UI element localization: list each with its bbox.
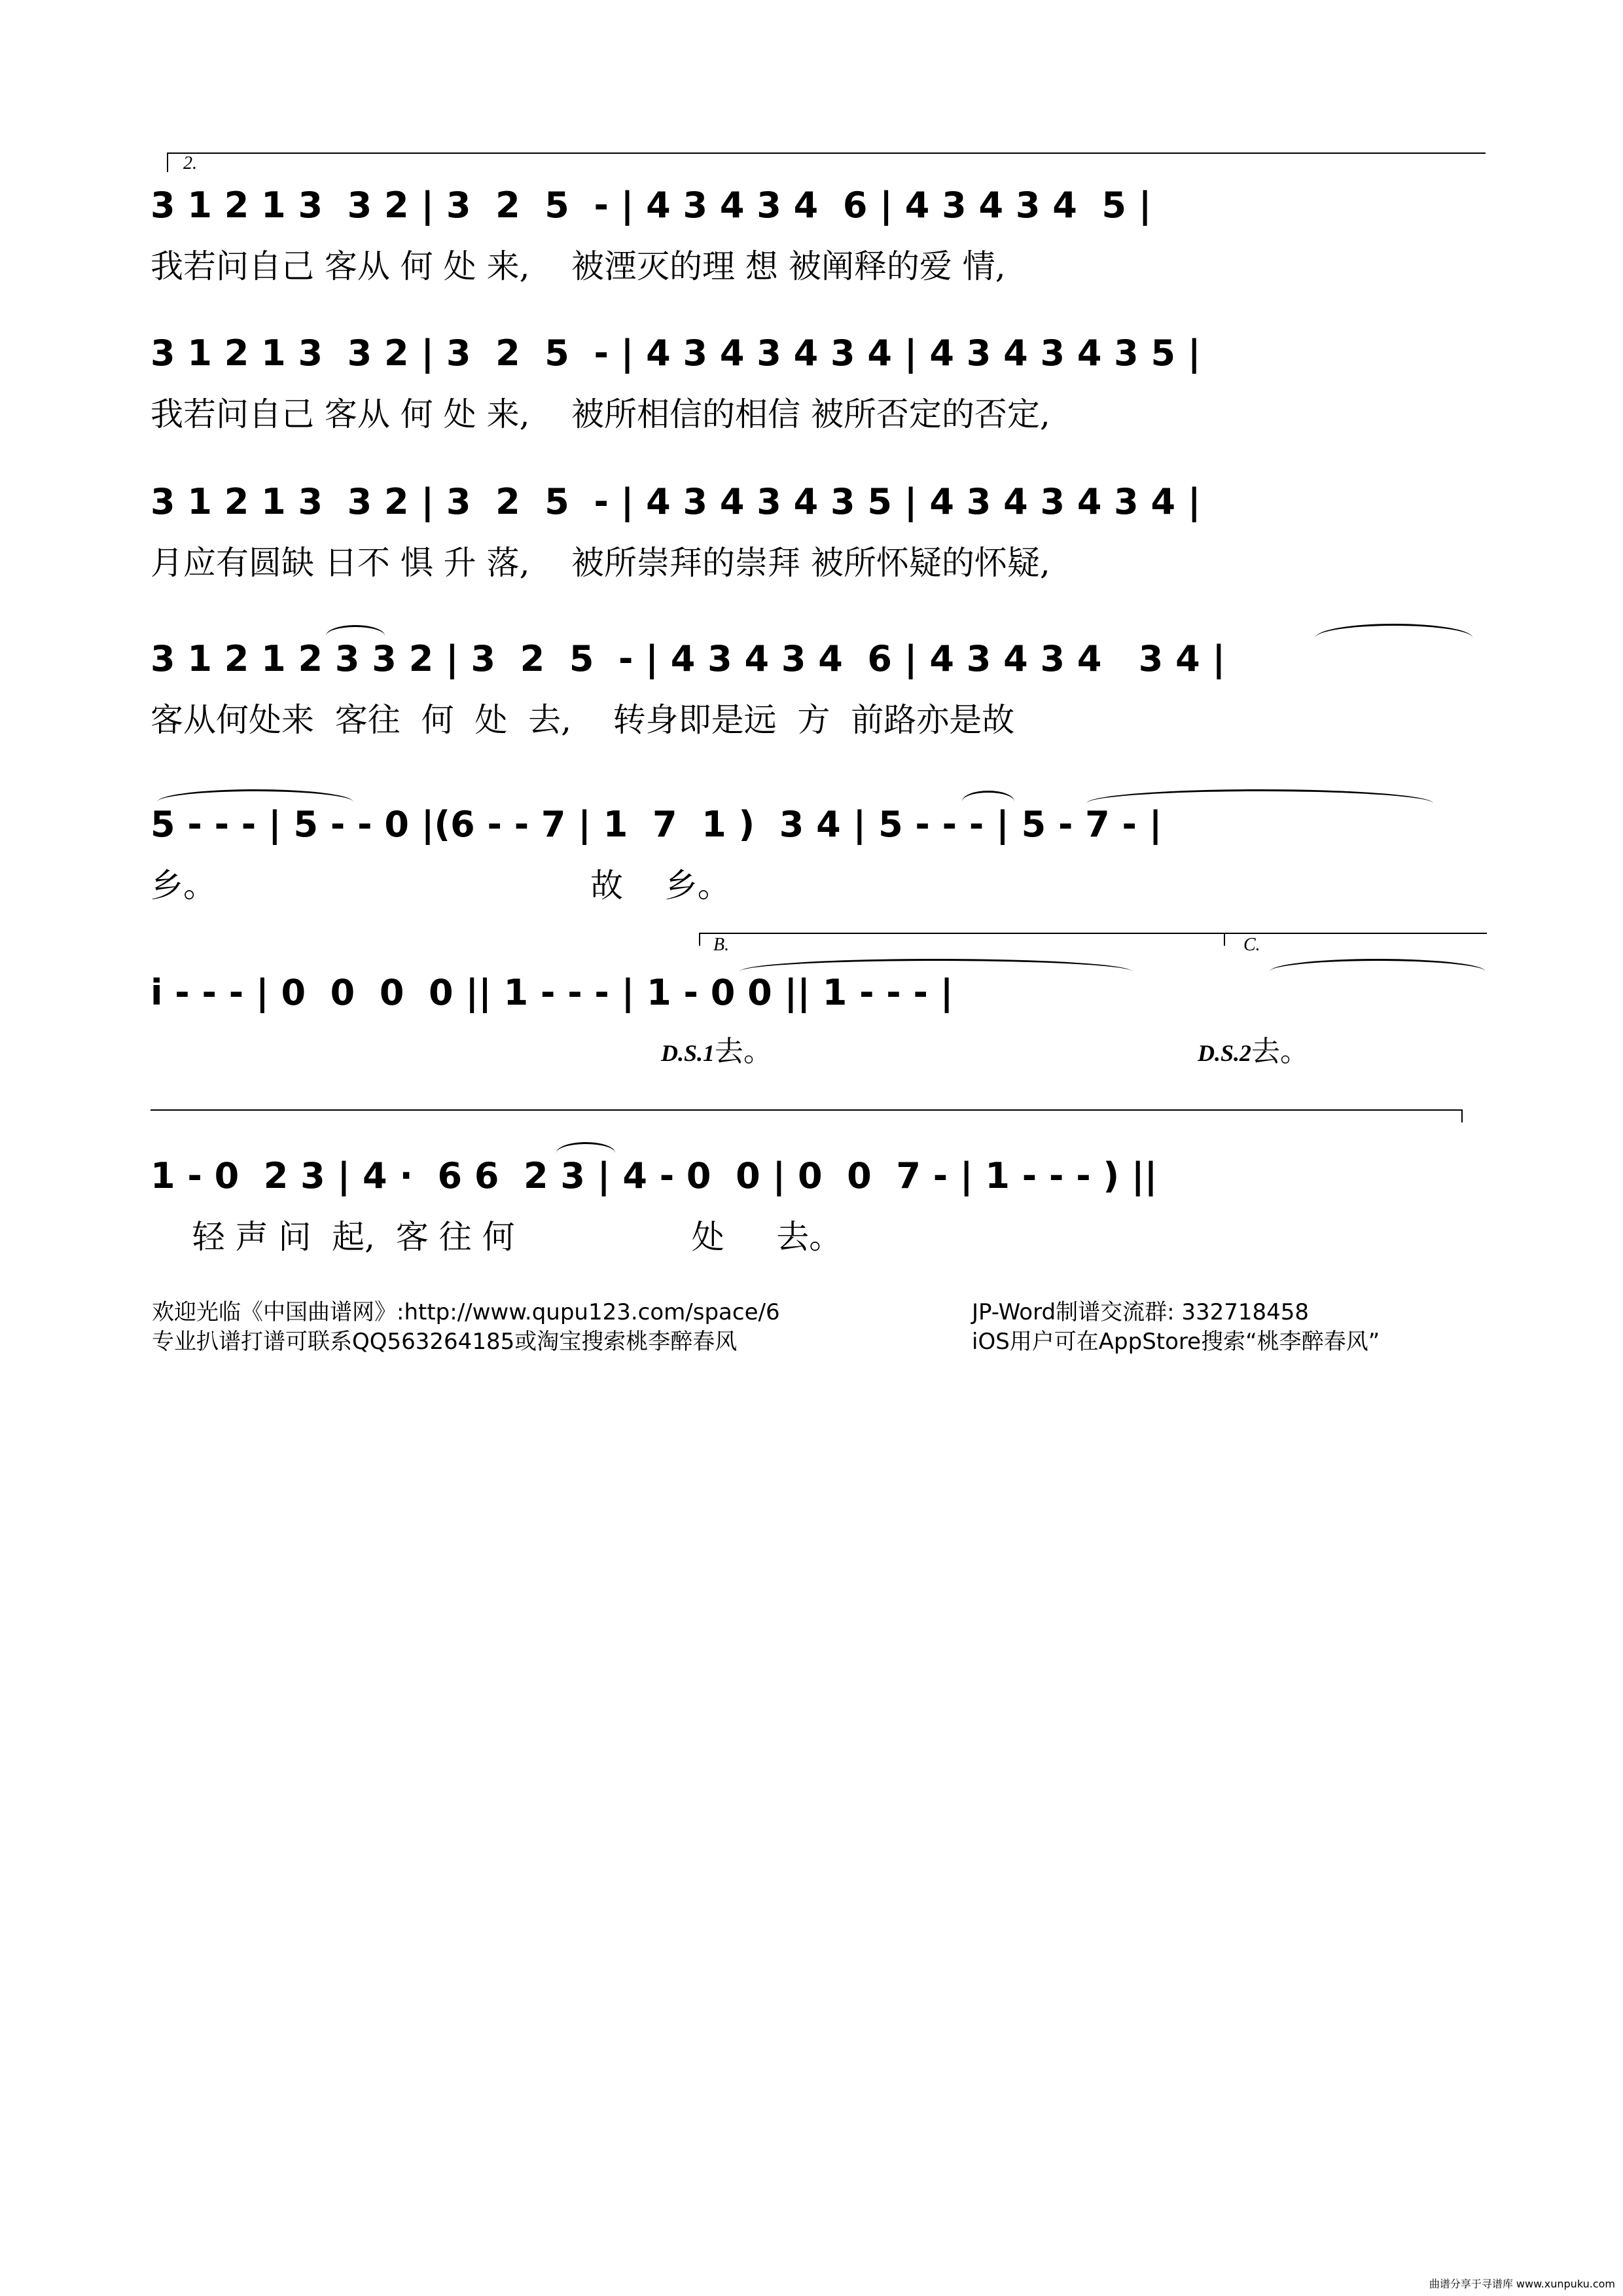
top-staff-rule [167, 152, 1486, 154]
system-4-notes: 3 1 2 1 2 3 3 2 | 3 2 5 - | 4 3 4 3 4 6 | 4 3 4 3 4 3 4 | [151, 638, 1226, 679]
system-2 [151, 332, 1486, 431]
footer-left-line-1: 欢迎光临《中国曲谱网》:http://www.qupu123.com/space/6 [152, 1299, 780, 1325]
ds2-marker: D.S.2 [1198, 1040, 1252, 1066]
system-3-lyrics: 月应有圆缺 日不 惧 升 落, 被所崇拜的崇拜 被所怀疑的怀疑, [151, 544, 1050, 582]
system-7-lyrics: 轻 声 问 起, 客 往 何 处 去。 [151, 1218, 842, 1256]
volta-c-bracket [1224, 933, 1487, 946]
footer-right-line-1: JP-Word制谱交流群: 332718458 [972, 1299, 1310, 1325]
system-2-lyrics: 我若问自己 客从 何 处 来, 被所相信的相信 被所否定的否定, [151, 395, 1050, 433]
ds1-marker: D.S.1 [661, 1040, 715, 1066]
system-5-lyrics: 乡。 故 乡。 [151, 867, 730, 905]
footer-left-line-2: 专业扒谱打谱可联系QQ563264185或淘宝搜索桃李醉春风 [152, 1329, 738, 1355]
system-3 [151, 481, 1486, 582]
system-3-notes: 3 1 2 1 3 3 2 | 3 2 5 - | 4 3 4 3 4 3 5 | 4 3 4 3 4 3 4 | [151, 481, 1201, 522]
volta-first-label: 2. [183, 153, 197, 173]
system-7-notes: 1 - 0 2 3 | 4 · 6 6 2 3 | 4 - 0 0 | 0 0 7 - | 1 - - - ) || [151, 1155, 1158, 1196]
system-5-notes: 5 - - - | 5 - - 0 |(6 - - 7 | 1 7 1 ) 3 4 | 5 - - - | 5 - 7 - | [151, 804, 1162, 845]
ds1-lyric: 去。 [715, 1035, 773, 1068]
volta-first-bracket [167, 152, 168, 172]
system-7 [151, 1155, 1486, 1256]
watermark: 曲谱分享于寻谱库 www.xunpuku.com [1429, 2278, 1615, 2290]
system-7-rule-end [1461, 1109, 1463, 1122]
system-1 [151, 185, 1486, 283]
system-4-lyrics: 客从何处来 客往 何 处 去, 转身即是远 方 前路亦是故 [151, 701, 1015, 739]
system-1-notes: 3 1 2 1 3 3 2 | 3 2 5 - | 4 3 4 3 4 6 | 4 3 4 3 4 5 | [151, 185, 1152, 226]
system-7-rule [151, 1109, 1463, 1111]
volta-b-bracket [699, 933, 1224, 946]
system-2-notes: 3 1 2 1 3 3 2 | 3 2 5 - | 4 3 4 3 4 3 4 | 4 3 4 3 4 3 5 | [151, 332, 1201, 374]
volta-c-label: C. [1243, 935, 1260, 955]
system-6-notes: i - - - | 0 0 0 0 || 1 - - - | 1 - 0 0 || 1 - - - | [151, 972, 954, 1013]
system-4 [151, 638, 1486, 739]
system-6 [151, 972, 1486, 1070]
footer-right-line-2: iOS用户可在AppStore搜索“桃李醉春风” [972, 1329, 1380, 1355]
ds2-lyric: 去。 [1251, 1035, 1310, 1068]
system-5 [151, 804, 1486, 905]
volta-b-label: B. [713, 935, 730, 955]
system-1-lyrics: 我若问自己 客从 何 处 来, 被湮灭的理 想 被阐释的爱 情, [151, 247, 1006, 285]
